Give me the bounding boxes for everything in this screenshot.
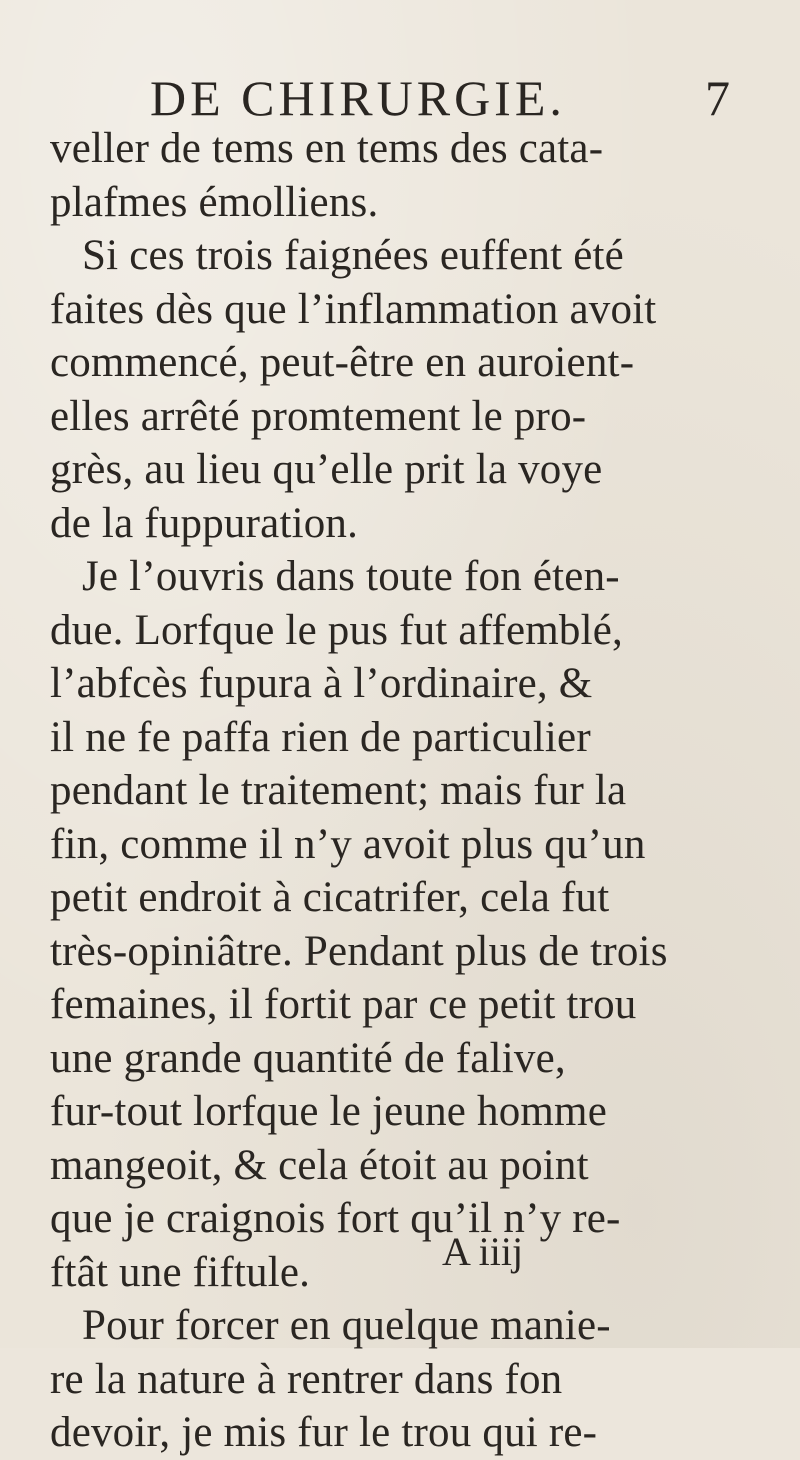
text-line: mangeoit, & cela étoit au point (50, 1141, 589, 1189)
text-line: de la fuppuration. (50, 499, 359, 547)
text-line: commencé, peut-être en auroient- (50, 339, 635, 386)
text-line: re la nature à rentrer dans fon (50, 1355, 563, 1403)
text-line: une grande quantité de falive, (50, 1034, 566, 1082)
text-line: que je craignois fort qu’il n’y re- (50, 1195, 621, 1242)
page-number: 7 (705, 70, 730, 126)
body-text (50, 122, 770, 1460)
text-line: plafmes émolliens. (50, 178, 379, 226)
text-line: fin, comme il n’y avoit plus qu’un (50, 820, 646, 868)
text-line: Si ces trois faignées euffent été (82, 232, 624, 279)
text-line: Je l’ouvris dans toute fon éten- (82, 553, 620, 600)
text-line: Pour forcer en quelque manie- (82, 1302, 611, 1349)
text-line: veller de tems en tems des cata- (50, 125, 604, 172)
signature-mark: A iiij (442, 1229, 524, 1274)
page-header (150, 70, 770, 126)
text-line: grès, au lieu qu’elle prit la voye (50, 446, 603, 493)
text-line: pendant le traitement; mais fur la (50, 767, 627, 814)
text-line: devoir, je mis fur le trou qui re- (50, 1409, 598, 1456)
text-line: petit endroit à cicatrifer, cela fut (50, 874, 610, 921)
text-line: faites dès que l’inflammation avoit (50, 285, 657, 333)
text-line: ftât une fiftule. (50, 1248, 311, 1296)
text-line: fur-tout lorfque le jeune homme (50, 1088, 607, 1135)
text-line: due. Lorfque le pus fut affemblé, (50, 606, 623, 654)
text-line: il ne fe paffa rien de particulier (50, 713, 591, 761)
text-line: très-opiniâtre. Pendant plus de trois (50, 927, 668, 975)
text-line: l’abfcès fupura à l’ordinaire, & (50, 660, 593, 707)
text-line: femaines, il fortit par ce petit trou (50, 981, 637, 1028)
running-head: DE CHIRURGIE. (150, 70, 566, 126)
text-line: elles arrêté promtement le pro- (50, 392, 587, 440)
